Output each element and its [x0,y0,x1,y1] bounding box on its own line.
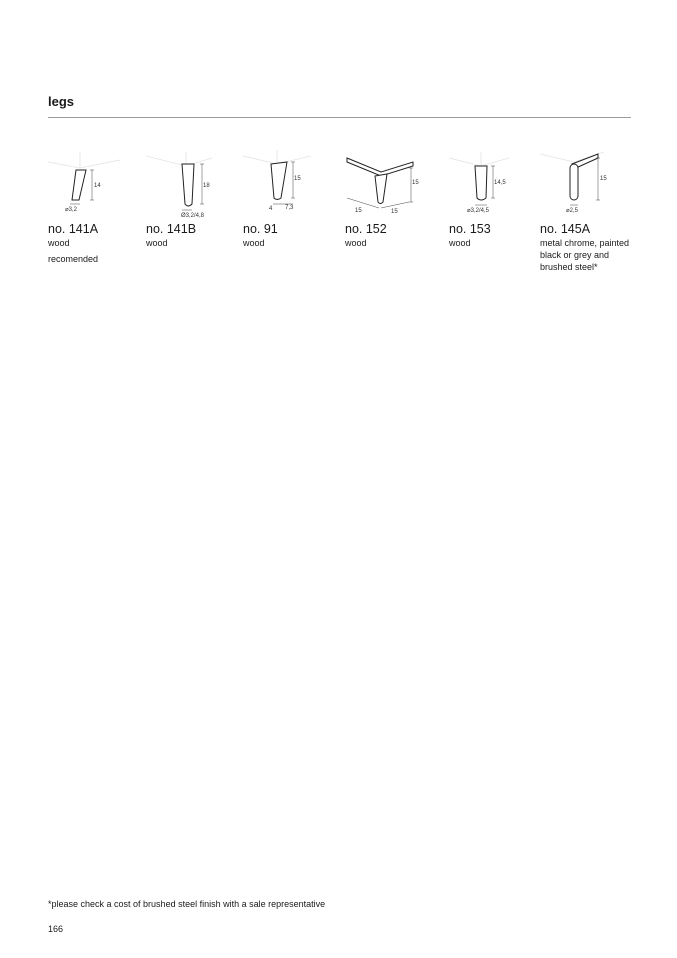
dim-diameter-153: ⌀3,2/4,5 [467,208,489,214]
leg-name-145a: no. 145A [540,222,591,236]
dim-diameter-141a: ⌀3,2 [65,207,77,213]
dim-bottom-91: 4 [269,206,273,212]
dim-height-141b: 18 [203,183,210,189]
leg-card-152 [345,150,443,249]
dim-arm-right-152: 15 [391,209,398,215]
dim-height-145a: 15 [600,176,607,182]
dim-arm-left-152: 15 [355,208,362,214]
leg-drawing-152 [345,150,421,220]
section-divider [48,117,631,118]
leg-note-141a: recomended [48,254,99,264]
leg-card-153 [449,150,547,249]
dim-height-152: 15 [412,180,419,186]
leg-material-141b: wood [146,238,168,248]
leg-name-91: no. 91 [243,222,278,236]
section-title: legs [48,94,75,109]
leg-name-152: no. 152 [345,222,387,236]
leg-material-141a: wood [48,238,70,248]
leg-card-145a [540,150,638,273]
leg-card-141a [48,150,146,265]
dim-diameter-141b: Ø3,2/4,8 [181,213,205,219]
page-number: 166 [48,924,64,934]
leg-material-145a: metal chrome, painted black or grey and brushed steel* [540,238,630,272]
leg-name-153: no. 153 [449,222,491,236]
leg-card-141b [146,150,244,249]
dim-height-153: 14,5 [494,180,506,186]
footnote: *please check a cost of brushed steel finish with a sale representative [48,899,326,909]
dim-offset-91: 7,3 [285,205,294,211]
dim-height-91: 15 [294,176,301,182]
leg-material-152: wood [345,238,367,248]
leg-material-153: wood [449,238,471,248]
dim-diameter-145a: ⌀2,5 [566,208,578,214]
dim-height-141a: 14 [94,183,101,189]
leg-material-91: wood [243,238,265,248]
leg-drawing-141a [48,150,124,220]
leg-drawing-91 [243,150,319,220]
leg-drawing-141b [146,150,222,220]
leg-drawing-145a [540,150,616,220]
leg-card-91 [243,150,341,249]
leg-drawing-153 [449,150,525,220]
leg-name-141a: no. 141A [48,222,99,236]
leg-name-141b: no. 141B [146,222,197,236]
